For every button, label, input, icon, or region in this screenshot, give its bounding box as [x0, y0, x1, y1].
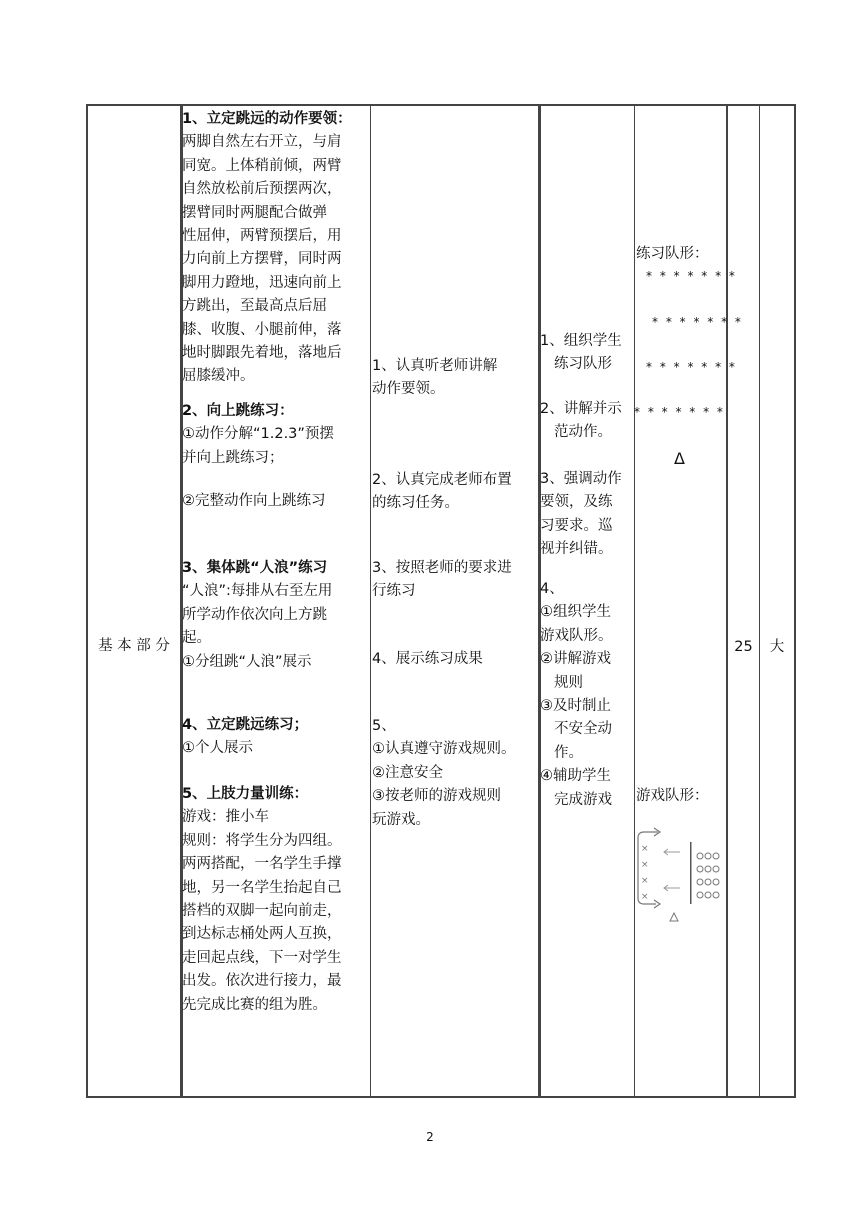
teacher-line: 规则: [554, 674, 583, 691]
content-line: 两两搭配，一名学生手撑: [182, 856, 342, 873]
content-title-4: 4、立定跳远练习；: [182, 717, 309, 733]
teacher-line: 完成游戏: [554, 791, 612, 808]
intensity-value: 大: [769, 639, 785, 655]
student-circles: [697, 853, 719, 898]
formation-row: * * * * * * *: [652, 315, 743, 329]
student-line: 玩游戏。: [372, 811, 430, 828]
table-bottom-border: [86, 1096, 795, 1098]
section-cell: [88, 635, 180, 658]
teacher-line: 作。: [554, 744, 583, 761]
teacher-line: 2、讲解并示: [540, 401, 622, 417]
student-line: 1、认真听老师讲解: [372, 358, 498, 374]
content-line: 地，另一名学生抬起自己: [182, 879, 342, 896]
formation-row: * * * * * * *: [646, 269, 737, 283]
col-border: [794, 104, 796, 1098]
teacher-cell-3: [540, 468, 634, 562]
content-line: 方跳出，至最高点后屈: [182, 298, 327, 315]
formation-label-1: [636, 243, 728, 266]
formation-label: 练习队形：: [636, 246, 709, 262]
content-line: 膝、收腹、小腿前伸，落: [182, 321, 342, 338]
student-cell-4: [372, 648, 538, 671]
teacher-line: 范动作。: [554, 424, 612, 441]
svg-text:×: ×: [641, 892, 649, 902]
content-line: ②完整动作向上跳练习: [182, 493, 326, 509]
content-line: 屈膝缓冲。: [182, 368, 255, 385]
content-line: 性屈伸，两臂预摆后，用: [182, 228, 342, 245]
time-value: 25: [734, 639, 753, 655]
teacher-line: ③及时制止: [540, 698, 611, 715]
col-border: [759, 104, 760, 1098]
col-border: [370, 104, 371, 1098]
teacher-line: 3、强调动作: [540, 471, 622, 487]
teacher-cell-2: [540, 398, 634, 445]
student-line: ①认真遵守游戏规则。: [372, 741, 516, 758]
col-border: [634, 104, 635, 1098]
content-line: 并向上跳练习；: [182, 449, 284, 466]
content-line: 摆臂同时两腿配合做弹: [182, 204, 327, 221]
teacher-marker: Δ: [674, 449, 685, 468]
content-cell-4: [182, 714, 370, 761]
teacher-line: 游戏队形。: [540, 627, 613, 644]
content-line: ①分组跳“人浪”展示: [182, 653, 312, 670]
svg-text:×: ×: [641, 876, 649, 886]
content-title-3: 3、集体跳“人浪”练习: [182, 560, 328, 576]
student-line: 3、按照老师的要求进: [372, 560, 512, 576]
teacher-cell-4: [540, 578, 634, 812]
content-line: 同宽。上体稍前倾，两臂: [182, 157, 342, 174]
content-line: ①动作分解“1.2.3”预摆: [182, 426, 334, 443]
content-cell-2: [182, 400, 370, 470]
intensity-cell: [760, 636, 794, 659]
teacher-line: 不安全动: [554, 721, 612, 738]
teacher-line: ④辅助学生: [540, 768, 611, 785]
content-line: 力向前上方摆臂，同时两: [182, 251, 342, 268]
student-cell-1: [372, 355, 538, 402]
content-cell-2b: [182, 490, 370, 513]
game-formation-diagram: [634, 824, 726, 924]
svg-text:×: ×: [641, 860, 649, 870]
content-line: 自然放松前后预摆两次，: [182, 181, 342, 198]
content-line: 出发。依次进行接力，最: [182, 973, 342, 990]
teacher-line: 练习队形: [554, 356, 612, 373]
content-line: 所学动作依次向上方跳: [182, 606, 327, 623]
teacher-triangle-icon: [670, 913, 678, 921]
student-line: 动作要领。: [372, 381, 445, 398]
content-line: “人浪”:每排从右至左用: [182, 583, 333, 600]
content-line: 到达标志桶处两人互换，: [182, 926, 342, 943]
teacher-line: 4、: [540, 581, 564, 597]
student-line: ③按老师的游戏规则: [372, 788, 501, 805]
content-title-5: 5、上肢力量训练：: [182, 786, 309, 802]
content-title-2: 2、向上跳练习：: [182, 403, 294, 419]
teacher-line: ②讲解游戏: [540, 651, 611, 668]
svg-text:×: ×: [641, 844, 649, 854]
teacher-line: 要领，及练: [540, 494, 613, 511]
student-cell-3: [372, 557, 538, 604]
page-number: 2: [426, 1130, 434, 1144]
student-line: 4、展示练习成果: [372, 651, 483, 667]
content-line: 搭档的双脚一起向前走，: [182, 903, 342, 920]
student-line: 的练习任务。: [372, 495, 459, 512]
student-cell-5: [372, 715, 538, 832]
direction-arrow-icon: [664, 849, 680, 891]
table-top-border: [86, 104, 795, 106]
content-title-1: 1、立定跳远的动作要领：: [182, 111, 352, 127]
content-line: 地时脚跟先着地，落地后: [182, 345, 342, 362]
content-line: 起。: [182, 630, 211, 647]
teacher-cell-1: [540, 330, 634, 377]
content-line: ①个人展示: [182, 740, 253, 757]
col-border: [86, 104, 88, 1098]
formation-label-2: [636, 785, 728, 808]
student-line: 2、认真完成老师布置: [372, 472, 512, 488]
content-cell: [182, 108, 370, 389]
student-line: 行练习: [372, 583, 416, 600]
formation-row: * * * * * * *: [646, 360, 737, 374]
section-label: 基 本 部 分: [98, 638, 170, 654]
content-line: 走回起点线，下一对学生: [182, 949, 342, 966]
teacher-line: 1、组织学生: [540, 333, 622, 349]
formation-label: 游戏队形：: [636, 788, 709, 804]
teacher-line: 视并纠错。: [540, 541, 613, 558]
student-line: 5、: [372, 718, 396, 734]
teacher-line: ①组织学生: [540, 604, 611, 621]
content-line: 游戏：推小车: [182, 809, 269, 826]
student-line: ②注意安全: [372, 764, 443, 781]
time-cell: [728, 636, 759, 659]
content-cell-5: [182, 783, 370, 1017]
student-cell-2: [372, 469, 538, 516]
formation-row: * * * * * * *: [634, 405, 725, 419]
content-line: 规则：将学生分为四组。: [182, 832, 342, 849]
content-line: 脚用力蹬地，迅速向前上: [182, 274, 342, 291]
start-line: [690, 842, 692, 904]
teacher-line: 习要求。巡: [540, 517, 613, 534]
cross-markers: [641, 844, 649, 902]
content-line: 两脚自然左右开立，与肩: [182, 134, 342, 151]
content-line: 先完成比赛的组为胜。: [182, 996, 327, 1013]
content-cell-3: [182, 557, 370, 674]
